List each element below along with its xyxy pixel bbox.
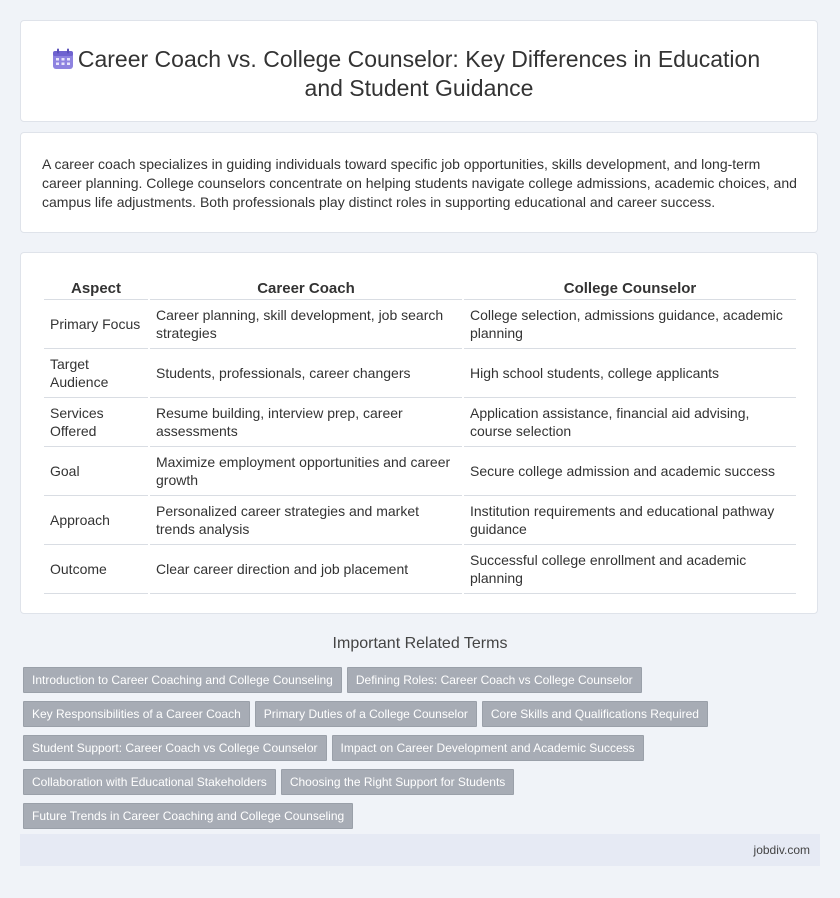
header-college-counselor: College Counselor (464, 275, 796, 300)
intro-card (20, 132, 818, 233)
related-terms-title: Important Related Terms (332, 635, 508, 652)
cell-career-coach: Maximize employment opportunities and career growth (150, 447, 462, 496)
related-term-link[interactable]: Collaboration with Educational Stakeholders (23, 769, 276, 795)
table-row (44, 447, 796, 496)
related-term-link[interactable]: Future Trends in Career Coaching and College Counseling (23, 803, 353, 829)
table-row (44, 300, 796, 349)
related-term-link[interactable]: Primary Duties of a College Counselor (255, 701, 477, 727)
table-row (44, 545, 796, 594)
cell-aspect: Outcome (44, 545, 148, 594)
related-term-link[interactable]: Impact on Career Development and Academic Success (332, 735, 644, 761)
comparison-table (42, 275, 798, 594)
table-row (44, 496, 796, 545)
cell-career-coach: Resume building, interview prep, career assessments (150, 398, 462, 447)
related-term-link[interactable]: Introduction to Career Coaching and College Counseling (23, 667, 342, 693)
table-row (44, 349, 796, 398)
cell-college-counselor: Secure college admission and academic success (464, 447, 796, 496)
related-term-link[interactable]: Choosing the Right Support for Students (281, 769, 514, 795)
cell-aspect: Primary Focus (44, 300, 148, 349)
cell-career-coach: Personalized career strategies and market trends analysis (150, 496, 462, 545)
cell-college-counselor: Application assistance, financial aid advising, course selection (464, 398, 796, 447)
intro-text: A career coach specializes in guiding individuals toward specific job opportunities, skills development, and long-term career planning. College counselors concentrate on helping students navigate college admissions, academic choices, and campus life adjustments. Both professionals play distinct roles in supporting educational and career success. (42, 156, 797, 210)
comparison-card (20, 252, 818, 614)
table-row (44, 398, 796, 447)
related-term-link[interactable]: Student Support: Career Coach vs College Counselor (23, 735, 327, 761)
related-term-link[interactable]: Key Responsibilities of a Career Coach (23, 701, 250, 727)
cell-aspect: Approach (44, 496, 148, 545)
header-card (20, 20, 818, 122)
related-terms-list (23, 667, 813, 837)
related-term-link[interactable]: Core Skills and Qualifications Required (482, 701, 708, 727)
footer-site-link[interactable]: jobdiv.com (753, 843, 810, 857)
cell-college-counselor: High school students, college applicants (464, 349, 796, 398)
cell-aspect: Goal (44, 447, 148, 496)
cell-career-coach: Career planning, skill development, job search strategies (150, 300, 462, 349)
page-title: Career Coach vs. College Counselor: Key Differences in Education and Student Guidance (77, 46, 761, 101)
cell-career-coach: Students, professionals, career changers (150, 349, 462, 398)
header-career-coach: Career Coach (150, 275, 462, 300)
cell-career-coach: Clear career direction and job placement (150, 545, 462, 594)
footer (20, 834, 820, 866)
cell-aspect: Target Audience (44, 349, 148, 398)
table-header-row (44, 275, 796, 300)
cell-aspect: Services Offered (44, 398, 148, 447)
related-term-link[interactable]: Defining Roles: Career Coach vs College Counselor (347, 667, 642, 693)
header-aspect: Aspect (44, 275, 148, 300)
cell-college-counselor: College selection, admissions guidance, academic planning (464, 300, 796, 349)
cell-college-counselor: Institution requirements and educational pathway guidance (464, 496, 796, 545)
cell-college-counselor: Successful college enrollment and academic planning (464, 545, 796, 594)
